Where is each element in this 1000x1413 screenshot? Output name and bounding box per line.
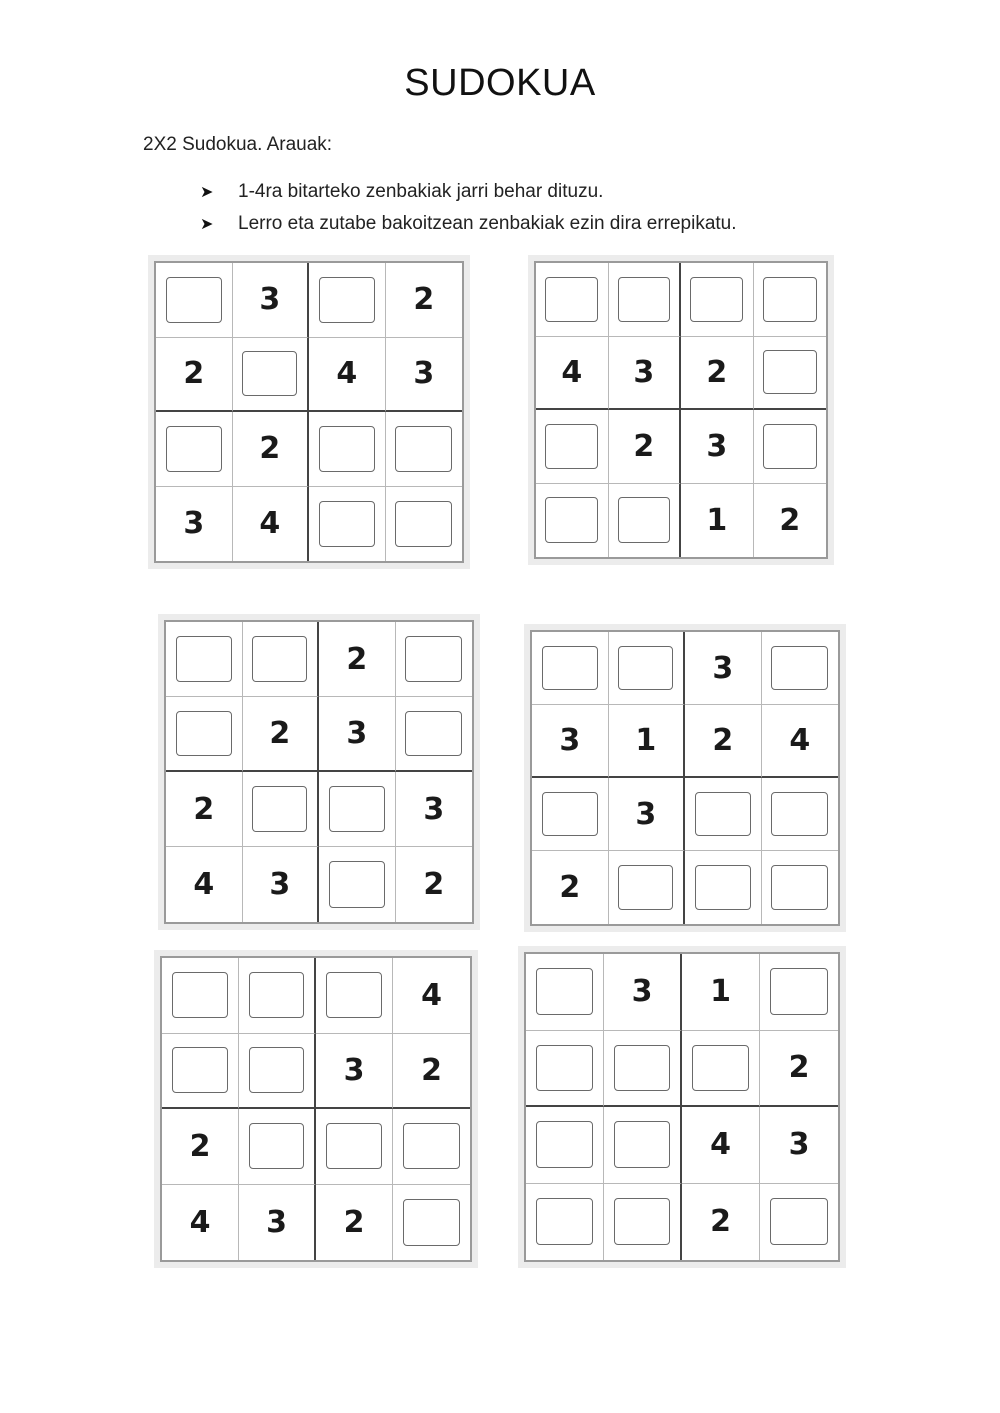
answer-box[interactable] (771, 646, 828, 691)
sudoku-cell[interactable] (396, 622, 473, 697)
sudoku-grid (524, 952, 840, 1262)
given-number: 4 (259, 506, 281, 542)
sudoku-cell[interactable] (386, 412, 463, 487)
sudoku-cell (754, 484, 827, 558)
sudoku-grid (534, 261, 828, 559)
answer-box[interactable] (319, 426, 375, 472)
answer-box[interactable] (252, 636, 307, 682)
sudoku-grid (154, 261, 464, 563)
sudoku-cell (604, 954, 682, 1031)
rule-text: Lerro eta zutabe bakoitzean zenbakiak ezin dira errepikatu. (238, 213, 737, 234)
answer-box[interactable] (771, 792, 828, 837)
page-title: SUDOKUA (404, 62, 596, 104)
sudoku-cell[interactable] (760, 1184, 838, 1261)
answer-box[interactable] (618, 497, 670, 543)
given-number: 3 (423, 791, 445, 827)
answer-box[interactable] (770, 1198, 828, 1245)
sudoku-cell[interactable] (609, 632, 686, 705)
given-number: 3 (631, 974, 653, 1010)
answer-box[interactable] (545, 424, 598, 469)
answer-box[interactable] (249, 972, 305, 1018)
answer-box[interactable] (618, 277, 670, 322)
sudoku-cell (681, 337, 754, 411)
answer-box[interactable] (695, 792, 751, 837)
instructions-intro: 2X2 Sudokua. Arauak: (143, 134, 333, 155)
sudoku-cell[interactable] (685, 778, 762, 851)
sudoku-cell (166, 847, 243, 922)
sudoku-cell[interactable] (532, 778, 609, 851)
given-number: 2 (710, 1204, 731, 1240)
sudoku-cell[interactable] (243, 772, 320, 847)
sudoku-cell[interactable] (754, 410, 827, 484)
answer-box[interactable] (329, 786, 385, 832)
given-number: 3 (706, 428, 728, 464)
sudoku-cell[interactable] (386, 487, 463, 562)
sudoku-cell[interactable] (754, 263, 827, 337)
sudoku-cell (760, 1107, 838, 1184)
given-number: 3 (413, 356, 435, 392)
answer-box[interactable] (695, 865, 751, 910)
sudoku-cell (386, 263, 463, 338)
sudoku-cell[interactable] (156, 412, 233, 487)
sudoku-cell[interactable] (526, 1031, 604, 1108)
rule-item (200, 208, 737, 240)
sudoku-cell (681, 484, 754, 558)
answer-box[interactable] (249, 1047, 305, 1093)
sudoku-cell (162, 1109, 239, 1185)
sudoku-cell (396, 772, 473, 847)
given-number: 2 (633, 428, 655, 464)
sudoku-cell (233, 487, 310, 562)
sudoku-cell (681, 410, 754, 484)
sudoku-cell[interactable] (243, 622, 320, 697)
sudoku-cell (233, 263, 310, 338)
sudoku-cell (156, 487, 233, 562)
sudoku-cell[interactable] (166, 622, 243, 697)
sudoku-cell (386, 338, 463, 413)
sudoku-cell[interactable] (682, 1031, 760, 1108)
sudoku-cell[interactable] (604, 1031, 682, 1108)
answer-box[interactable] (405, 636, 462, 682)
sudoku-cell[interactable] (526, 1107, 604, 1184)
given-number: 3 (559, 723, 581, 758)
given-number: 2 (193, 791, 215, 827)
given-number: 1 (635, 723, 657, 758)
answer-box[interactable] (771, 865, 828, 910)
answer-box[interactable] (763, 350, 817, 394)
sudoku-cell[interactable] (536, 263, 609, 337)
given-number: 2 (712, 723, 734, 758)
answer-box[interactable] (242, 351, 297, 396)
sudoku-cell (536, 337, 609, 411)
answer-box[interactable] (542, 646, 598, 691)
answer-box[interactable] (329, 861, 385, 908)
sudoku-cell (609, 410, 682, 484)
arrow-bullet-icon: ➤ (200, 216, 214, 233)
given-number: 3 (346, 716, 368, 751)
answer-box[interactable] (536, 1198, 593, 1245)
answer-box[interactable] (536, 968, 593, 1015)
sudoku-cell (156, 338, 233, 413)
answer-box[interactable] (403, 1199, 460, 1246)
answer-box[interactable] (319, 277, 375, 323)
sudoku-cell (166, 772, 243, 847)
sudoku-cell[interactable] (536, 484, 609, 558)
sudoku-cell (316, 1185, 393, 1261)
sudoku-cell (609, 778, 686, 851)
given-number: 2 (189, 1128, 211, 1164)
sudoku-puzzle-3 (158, 614, 480, 930)
rules-list (200, 176, 737, 240)
sudoku-cell[interactable] (609, 851, 686, 924)
given-number: 3 (343, 1052, 365, 1088)
answer-box[interactable] (618, 865, 673, 910)
sudoku-cell[interactable] (239, 1109, 316, 1185)
sudoku-cell[interactable] (162, 1034, 239, 1110)
sudoku-cell[interactable] (309, 487, 386, 562)
sudoku-cell (609, 705, 686, 778)
sudoku-cell[interactable] (233, 338, 310, 413)
sudoku-cell (233, 412, 310, 487)
given-number: 4 (561, 354, 583, 390)
sudoku-cell (239, 1185, 316, 1261)
sudoku-cell (685, 705, 762, 778)
answer-box[interactable] (614, 1198, 670, 1245)
given-number: 2 (259, 431, 281, 467)
sudoku-cell[interactable] (532, 632, 609, 705)
given-number: 2 (346, 641, 368, 677)
sudoku-cell[interactable] (609, 484, 682, 558)
given-number: 3 (259, 282, 281, 318)
answer-box[interactable] (249, 1123, 305, 1169)
answer-box[interactable] (176, 711, 232, 756)
sudoku-cell[interactable] (162, 958, 239, 1034)
answer-box[interactable] (166, 426, 222, 472)
sudoku-cell (682, 1107, 760, 1184)
sudoku-cell[interactable] (239, 1034, 316, 1110)
sudoku-cell (532, 851, 609, 924)
arrow-bullet-icon: ➤ (200, 184, 214, 201)
answer-box[interactable] (405, 711, 462, 756)
answer-box[interactable] (172, 1047, 228, 1093)
given-number: 3 (635, 796, 657, 832)
answer-box[interactable] (326, 972, 382, 1018)
given-number: 4 (789, 723, 811, 758)
sudoku-cell (393, 1034, 470, 1110)
given-number: 4 (710, 1127, 731, 1163)
answer-box[interactable] (763, 277, 817, 322)
sudoku-cell (609, 337, 682, 411)
sudoku-cell[interactable] (239, 958, 316, 1034)
sudoku-cell[interactable] (396, 697, 473, 772)
answer-box[interactable] (166, 277, 222, 323)
sudoku-cell (243, 697, 320, 772)
sudoku-cell[interactable] (309, 263, 386, 338)
given-number: 2 (413, 282, 435, 318)
given-number: 2 (779, 502, 801, 538)
given-number: 4 (189, 1204, 211, 1240)
sudoku-cell (393, 958, 470, 1034)
sudoku-cell[interactable] (609, 263, 682, 337)
sudoku-cell[interactable] (319, 847, 396, 922)
sudoku-cell[interactable] (393, 1109, 470, 1185)
sudoku-cell[interactable] (526, 954, 604, 1031)
sudoku-grid (160, 956, 472, 1262)
answer-box[interactable] (176, 636, 232, 682)
sudoku-cell (309, 338, 386, 413)
sudoku-cell[interactable] (604, 1107, 682, 1184)
sudoku-cell (760, 1031, 838, 1108)
sudoku-cell (682, 954, 760, 1031)
given-number: 2 (423, 867, 445, 902)
given-number: 3 (183, 506, 205, 542)
sudoku-cell[interactable] (156, 263, 233, 338)
answer-box[interactable] (319, 501, 375, 547)
answer-box[interactable] (395, 501, 452, 547)
sudoku-cell (319, 622, 396, 697)
sudoku-cell[interactable] (316, 958, 393, 1034)
answer-box[interactable] (690, 277, 743, 322)
given-number: 4 (336, 356, 358, 392)
answer-box[interactable] (618, 646, 673, 691)
given-number: 1 (706, 502, 728, 538)
sudoku-cell (319, 697, 396, 772)
answer-box[interactable] (614, 1121, 670, 1168)
answer-box[interactable] (403, 1123, 460, 1169)
answer-box[interactable] (326, 1123, 382, 1169)
sudoku-cell (682, 1184, 760, 1261)
sudoku-cell[interactable] (685, 851, 762, 924)
given-number: 3 (633, 354, 655, 390)
sudoku-cell[interactable] (754, 337, 827, 411)
sudoku-cell[interactable] (762, 632, 839, 705)
answer-box[interactable] (545, 497, 598, 543)
answer-box[interactable] (614, 1045, 670, 1091)
sudoku-cell[interactable] (316, 1109, 393, 1185)
answer-box[interactable] (172, 972, 228, 1018)
sudoku-cell (396, 847, 473, 922)
sudoku-cell[interactable] (762, 778, 839, 851)
sudoku-cell[interactable] (604, 1184, 682, 1261)
sudoku-puzzle-5 (154, 950, 478, 1268)
given-number: 3 (712, 650, 734, 686)
sudoku-cell (685, 632, 762, 705)
given-number: 2 (788, 1050, 810, 1086)
answer-box[interactable] (770, 968, 828, 1015)
sudoku-grid (164, 620, 474, 924)
sudoku-cell (162, 1185, 239, 1261)
sudoku-puzzle-2 (528, 255, 834, 565)
sudoku-cell (762, 705, 839, 778)
answer-box[interactable] (763, 424, 817, 469)
given-number: 2 (269, 716, 291, 751)
answer-box[interactable] (536, 1045, 593, 1091)
given-number: 2 (421, 1052, 442, 1088)
answer-box[interactable] (542, 792, 598, 837)
sudoku-cell (532, 705, 609, 778)
sudoku-cell (243, 847, 320, 922)
answer-box[interactable] (692, 1045, 749, 1091)
given-number: 2 (559, 870, 581, 905)
given-number: 4 (421, 977, 442, 1013)
given-number: 2 (183, 356, 205, 392)
rule-item (200, 176, 737, 208)
given-number: 1 (710, 974, 731, 1010)
sudoku-cell[interactable] (536, 410, 609, 484)
sudoku-puzzle-1 (148, 255, 470, 569)
sudoku-cell[interactable] (166, 697, 243, 772)
given-number: 4 (193, 867, 215, 902)
given-number: 2 (343, 1204, 365, 1240)
sudoku-cell[interactable] (760, 954, 838, 1031)
answer-box[interactable] (536, 1121, 593, 1168)
given-number: 3 (788, 1127, 810, 1163)
sudoku-cell[interactable] (319, 772, 396, 847)
given-number: 3 (269, 867, 291, 902)
given-number: 3 (266, 1204, 287, 1240)
sudoku-cell[interactable] (393, 1185, 470, 1261)
sudoku-cell[interactable] (526, 1184, 604, 1261)
rule-text: 1-4ra bitarteko zenbakiak jarri behar dituzu. (238, 181, 604, 202)
answer-box[interactable] (395, 426, 452, 472)
sudoku-cell[interactable] (309, 412, 386, 487)
sudoku-puzzle-4 (524, 624, 846, 932)
sudoku-grid (530, 630, 840, 926)
sudoku-puzzle-6 (518, 946, 846, 1268)
sudoku-cell[interactable] (681, 263, 754, 337)
answer-box[interactable] (252, 786, 307, 832)
answer-box[interactable] (545, 277, 598, 322)
sudoku-cell[interactable] (762, 851, 839, 924)
sudoku-cell (316, 1034, 393, 1110)
given-number: 2 (706, 354, 728, 390)
